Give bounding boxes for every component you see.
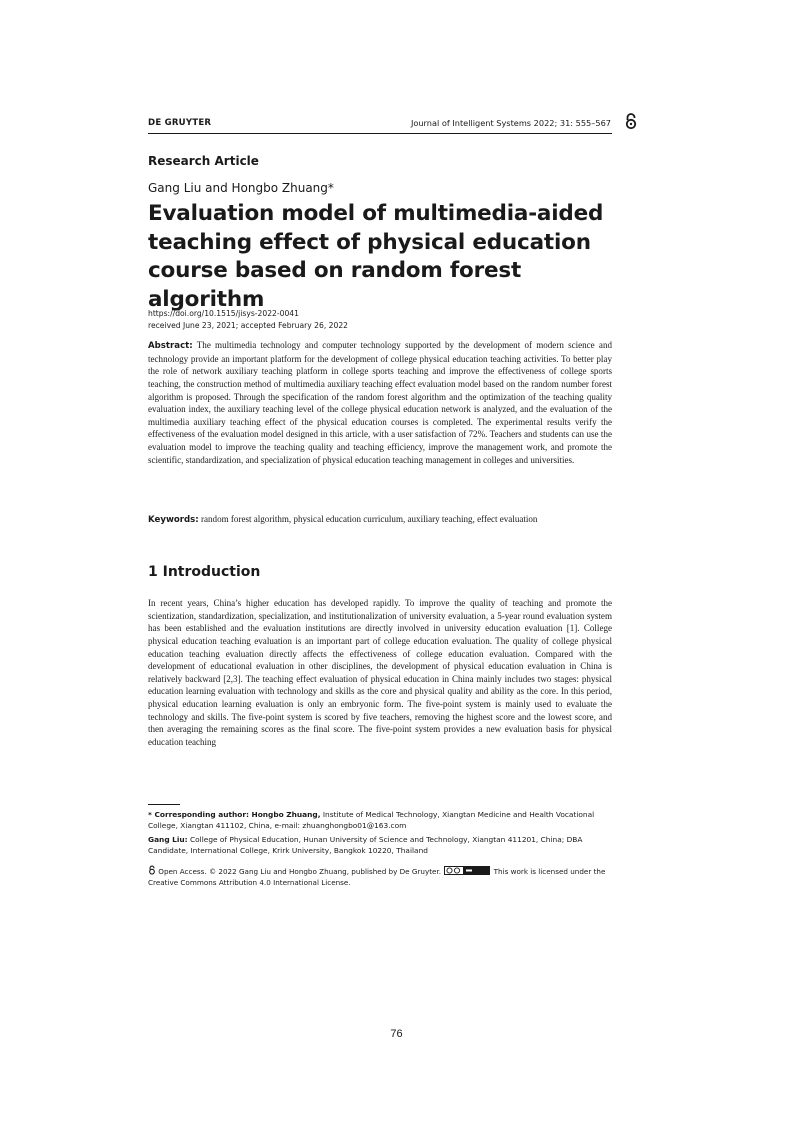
publisher-name: DE GRUYTER bbox=[148, 118, 212, 128]
introduction-paragraph: In recent years, China’s higher education has developed rapidly. To improve the quality of teaching and promote the scientization, standardization, specialization, and institutionalization of university evaluation, a 5-year round evaluation system has been established and the evaluation institutions are directly involved in university education evaluation [1]. College physical education teaching evaluation is an important part of college education evaluation. The quality of college physical education teaching evaluation directly affects the effectiveness of college education evaluation. Compared with the development of educational evaluation in other disciplines, the development of physical education evaluation in China is relatively backward [2,3]. The teaching effect evaluation of physical education in China mainly includes two stages: physical education learning evaluation with technology and skills as the core and physical quality and ability as the core. In this period, physical education learning evaluation is only an embryonic form. The five-point system is mainly used to evaluate the technology and skills. The five-point system is scored by five teachers, removing the highest score and the lowest score, and then averaging the remaining scores as the final score. The five-point system provides a new evaluation basis for physical education teaching bbox=[148, 598, 612, 747]
article-title: Evaluation model of multimedia-aided teaching effect of physical education course based on random forest algorithm bbox=[148, 201, 604, 312]
keywords-label: Keywords: bbox=[148, 515, 199, 525]
doi-link[interactable]: https://doi.org/10.1515/jisys-2022-0041 bbox=[148, 309, 299, 318]
corresponding-author-label: * Corresponding author: Hongbo Zhuang, bbox=[148, 810, 321, 819]
author-affiliation-text: College of Physical Education, Hunan University of Science and Technology, Xiangtan 411201, China; DBA Candidate, International College, Krirk University, Bangkok 10220, Thailand bbox=[148, 835, 583, 856]
corresponding-author-text: Institute of Medical Technology, Xiangtan Medicine and Health Vocational College, Xiangtan 411102, China, e-mail: zhuanghongbo01@163.com bbox=[148, 810, 595, 831]
section-heading: 1 Introduction bbox=[148, 564, 261, 580]
page-number: 76 bbox=[390, 1028, 403, 1040]
abstract-text: The multimedia technology and computer technology supported by the development of modern science and technology provide an important platform for the development of college physical education teaching activities. To better play the role of network auxiliary teaching platform in college sports teaching and improve the effectiveness of college sports teaching, the construction method of multimedia auxiliary teaching effect evaluation model based on the random number forest algorithm is proposed. Through the specification of the random forest algorithm and the optimization of the teaching quality evaluation index, the auxiliary teaching level of the college physical education network is analyzed, and the evaluation of the multimedia auxiliary teaching effect of the physical education courses is completed. The experimental results verify the effectiveness of the evaluation model designed in this article, with a user satisfaction of 72%. Teachers and students can use the evaluation model to improve the teaching quality and teaching efficiency, improve the management work, and promote the scientific, standardization, and specialization of physical education teaching management in colleges and universities. bbox=[148, 340, 612, 465]
open-access-icon bbox=[624, 112, 638, 130]
received-accepted-dates: received June 23, 2021; accepted February 26, 2022 bbox=[148, 321, 348, 330]
keywords bbox=[148, 513, 618, 527]
header-rule bbox=[148, 133, 612, 134]
license-statement bbox=[148, 865, 618, 888]
author-list: Gang Liu and Hongbo Zhuang* bbox=[148, 181, 334, 195]
footnote-rule bbox=[148, 804, 180, 805]
keywords-text: random forest algorithm, physical education curriculum, auxiliary teaching, effect evaluation bbox=[198, 514, 538, 524]
license-text-after: This work is licensed under the Creative Commons Attribution 4.0 International License. bbox=[148, 867, 606, 887]
open-access-small-icon bbox=[148, 865, 156, 875]
license-text-before: Open Access. © 2022 Gang Liu and Hongbo Zhuang, published by De Gruyter. bbox=[156, 867, 442, 876]
author-affiliation-label: Gang Liu: bbox=[148, 835, 188, 844]
corresponding-author-footnote bbox=[148, 809, 618, 832]
journal-citation: Journal of Intelligent Systems 2022; 31: 555–567 bbox=[410, 118, 611, 128]
article-type: Research Article bbox=[148, 154, 259, 168]
abstract bbox=[148, 339, 612, 466]
abstract-label: Abstract: bbox=[148, 341, 193, 351]
cc-by-badge[interactable] bbox=[444, 866, 490, 875]
author-affiliation-footnote bbox=[148, 834, 618, 857]
